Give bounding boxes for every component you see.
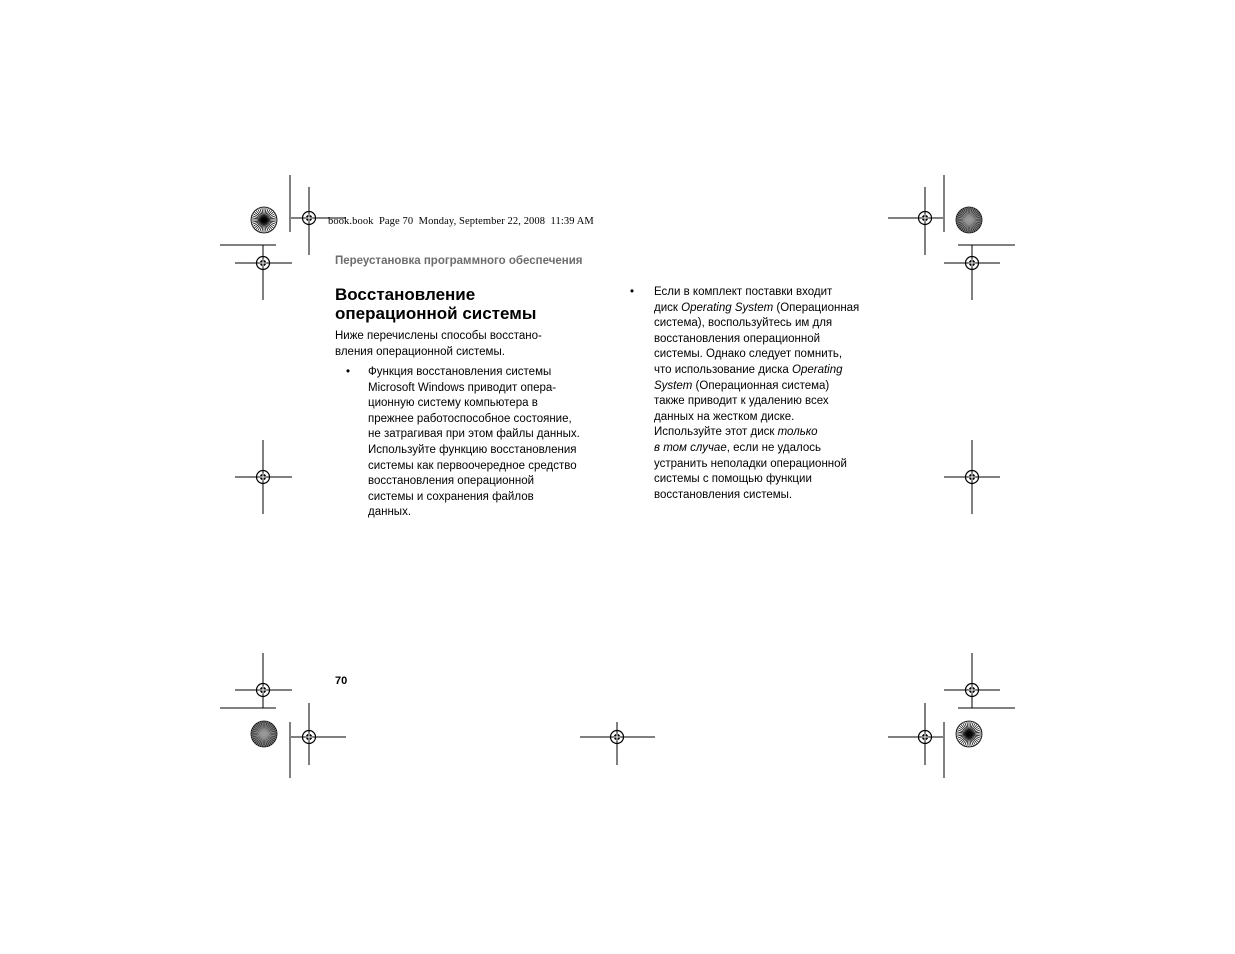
bullet-item-system-restore <box>346 365 580 521</box>
italic-run: System <box>654 379 693 392</box>
italic-run: только <box>777 426 818 439</box>
bullet-line: также приводит к удалению всех <box>654 395 829 408</box>
text-run: что использование диска <box>654 363 793 376</box>
bullet-line: данных на жестком диске. <box>654 410 795 423</box>
bullet-line: восстановления системы. <box>654 488 793 501</box>
bullet-line: Если в комплект поставки входит <box>654 286 833 298</box>
bullet-line: Microsoft Windows приводит опера- <box>368 381 557 394</box>
bullet-line: данных. <box>368 506 412 519</box>
italic-run: Operating <box>792 363 843 376</box>
bullet-line <box>654 425 859 441</box>
bullet-icon: • <box>630 286 635 298</box>
star-wheel-mark <box>251 721 277 747</box>
bullet-line: не затрагивая при этом файлы данных. <box>368 428 580 441</box>
bullet-line: восстановления операционной <box>654 332 821 345</box>
text-run: (Операционная <box>773 301 860 314</box>
bullet-line: Функция восстановления системы <box>368 366 552 378</box>
bullet-line: системы как первоочередное средство <box>368 459 577 472</box>
bullet-line <box>654 441 859 457</box>
italic-run: Operating System <box>681 301 774 314</box>
star-wheel-mark <box>251 207 277 233</box>
file-slug: book.book Page 70 Monday, September 22, 2008 11:39 AM <box>328 216 594 227</box>
bullet-line: устранить неполадки операционной <box>654 457 847 470</box>
title-line: операционной системы <box>335 304 537 323</box>
bullet-line: ционную систему компьютера в <box>368 397 538 410</box>
intro-line: Ниже перечислены способы восстано- <box>335 330 542 342</box>
running-head: Переустановка программного обеспечения <box>335 255 583 267</box>
text-run: диск <box>654 301 682 314</box>
bullet-line: восстановления операционной <box>368 475 535 488</box>
bullet-icon: • <box>346 366 351 378</box>
page-number: 70 <box>335 675 348 687</box>
text-run: , если не удалось <box>726 441 821 454</box>
bullet-line: системы. Однако следует помнить, <box>654 348 843 361</box>
title-line: Восстановление <box>335 285 476 304</box>
bullet-item-os-disc <box>630 285 860 503</box>
bullet-line: системы с помощью функции <box>654 473 812 486</box>
bullet-line: системы и сохранения файлов <box>368 490 534 503</box>
text-run: Используйте этот диск <box>654 426 778 439</box>
bullet-line: прежнее работоспособное состояние, <box>368 412 572 425</box>
italic-run: в том случае <box>654 441 727 454</box>
bullet-line <box>654 379 859 395</box>
star-wheel-mark <box>956 721 982 747</box>
bullet-line <box>654 301 859 317</box>
bullet-line <box>654 363 859 379</box>
bullet-line: Используйте функцию восстановления <box>368 443 577 456</box>
intro-paragraph <box>335 329 542 360</box>
star-wheel-mark <box>956 207 982 233</box>
intro-line: вления операционной системы. <box>335 345 505 358</box>
text-run: (Операционная система) <box>692 379 830 392</box>
section-title <box>335 285 536 323</box>
bullet-line: система), воспользуйтесь им для <box>654 317 833 330</box>
